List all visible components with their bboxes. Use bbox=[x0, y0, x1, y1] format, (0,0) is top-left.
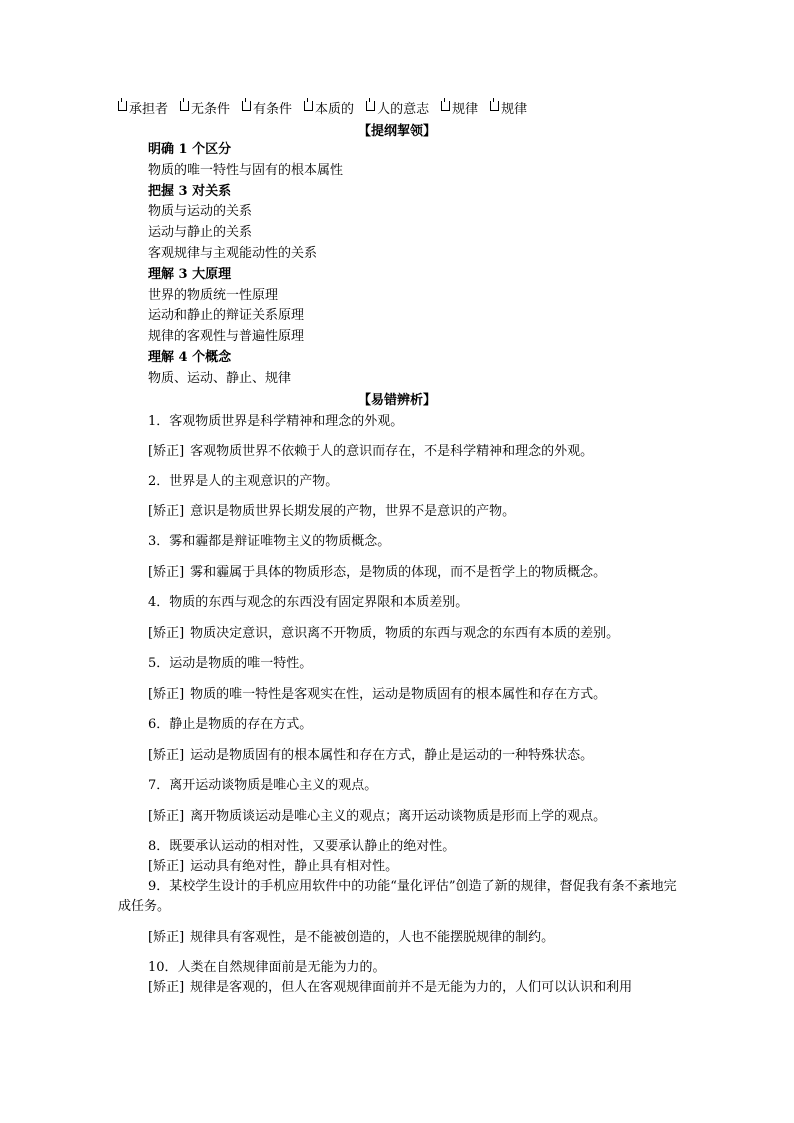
outline-heading: 【提纲挈领】 bbox=[357, 124, 436, 139]
error-statement: 10．人类在自然规律面前是无能为力的。 bbox=[148, 960, 386, 975]
answer-item: 本质的 bbox=[304, 98, 354, 117]
error-statement: 1．客观物质世界是科学精神和理念的外观。 bbox=[148, 414, 404, 429]
outline-item: 物质的唯一特性与固有的根本属性 bbox=[148, 162, 344, 178]
answer-item: 有条件 bbox=[242, 98, 292, 117]
outline-item: 运动与静止的关系 bbox=[148, 225, 253, 241]
blank-marker-icon bbox=[366, 101, 375, 111]
correction bbox=[118, 857, 678, 877]
error-statement: 7．离开运动谈物质是唯心主义的观点。 bbox=[148, 778, 378, 793]
error-item bbox=[118, 877, 678, 948]
correction-tag: [矫正] bbox=[148, 626, 185, 641]
correction-text: 规律是客观的，但人在客观规律面前并不是无能为力的，人们可以认识和利用 bbox=[190, 980, 633, 995]
error-statement: 6．静止是物质的存在方式。 bbox=[148, 717, 313, 732]
outline-item: 规律的客观性与普遍性原理 bbox=[148, 329, 305, 345]
correction-tag: [矫正] bbox=[148, 859, 185, 874]
outline-group-title: 理解 4 个概念 bbox=[148, 349, 232, 365]
correction-text: 离开物质谈运动是唯心主义的观点；离开运动谈物质是形而上学的观点。 bbox=[190, 809, 607, 824]
correction-tag: [矫正] bbox=[148, 748, 185, 763]
correction-text: 意识是物质世界长期发展的产物，世界不是意识的产物。 bbox=[190, 504, 516, 519]
blank-marker-icon bbox=[441, 101, 450, 111]
outline-item: 客观规律与主观能动性的关系 bbox=[148, 245, 318, 261]
correction-tag: [矫正] bbox=[148, 444, 185, 459]
correction bbox=[118, 502, 678, 522]
error-item bbox=[118, 776, 678, 827]
blank-marker-icon bbox=[490, 101, 499, 111]
correction-text: 运动具有绝对性，静止具有相对性。 bbox=[190, 859, 399, 874]
error-item bbox=[118, 532, 678, 583]
outline-section bbox=[148, 140, 343, 390]
errors-heading: 【易错辨析】 bbox=[357, 393, 436, 408]
correction bbox=[118, 624, 678, 644]
blank-marker-icon bbox=[242, 101, 251, 111]
correction-text: 物质决定意识，意识离不开物质，物质的东西与观念的东西有本质的差别。 bbox=[190, 626, 620, 641]
correction-text: 物质的唯一特性是客观实在性，运动是物质固有的根本属性和存在方式。 bbox=[190, 687, 607, 702]
correction bbox=[118, 685, 678, 705]
correction-tag: [矫正] bbox=[148, 687, 185, 702]
correction bbox=[118, 563, 678, 583]
error-item bbox=[118, 958, 678, 998]
outline-item: 运动和静止的辩证关系原理 bbox=[148, 308, 305, 324]
error-item bbox=[118, 472, 678, 522]
error-statement: 8．既要承认运动的相对性，又要承认静止的绝对性。 bbox=[148, 839, 456, 854]
correction-text: 运动是物质固有的根本属性和存在方式，静止是运动的一种特殊状态。 bbox=[190, 748, 594, 763]
error-item bbox=[118, 654, 678, 705]
correction bbox=[118, 978, 678, 998]
outline-item: 物质与运动的关系 bbox=[148, 204, 253, 220]
correction bbox=[118, 746, 678, 766]
error-statement: 9．某校学生设计的手机应用软件中的功能“量化评估”创造了新的规律，督促我有条不紊地完成任务。 bbox=[118, 879, 677, 914]
correction-text: 规律具有客观性，是不能被创造的，人也不能摆脱规律的制约。 bbox=[190, 930, 555, 945]
error-statement: 2．世界是人的主观意识的产物。 bbox=[148, 474, 339, 489]
error-statement: 3．雾和霾都是辩证唯物主义的物质概念。 bbox=[148, 534, 391, 549]
error-statement: 5．运动是物质的唯一特性。 bbox=[148, 656, 313, 671]
correction-tag: [矫正] bbox=[148, 809, 185, 824]
correction-tag: [矫正] bbox=[148, 980, 185, 995]
outline-group-title: 把握 3 对关系 bbox=[148, 183, 232, 199]
error-statement: 4．物质的东西与观念的东西没有固定界限和本质差别。 bbox=[148, 595, 469, 610]
outline-group-title: 理解 3 大原理 bbox=[148, 266, 232, 282]
answer-key-row bbox=[118, 98, 527, 117]
answer-item: 无条件 bbox=[180, 98, 230, 117]
correction bbox=[118, 807, 678, 827]
outline-item: 世界的物质统一性原理 bbox=[148, 287, 279, 303]
blank-marker-icon bbox=[118, 101, 127, 111]
answer-item: 承担者 bbox=[118, 98, 168, 117]
correction bbox=[118, 442, 678, 462]
answer-item: 规律 bbox=[490, 98, 527, 117]
error-item bbox=[118, 715, 678, 766]
error-item bbox=[118, 412, 678, 462]
blank-marker-icon bbox=[304, 101, 313, 111]
correction-tag: [矫正] bbox=[148, 504, 185, 519]
errors-section bbox=[118, 412, 678, 998]
correction bbox=[118, 928, 678, 948]
correction-tag: [矫正] bbox=[148, 930, 185, 945]
correction-text: 雾和霾属于具体的物质形态，是物质的体现，而不是哲学上的物质概念。 bbox=[190, 565, 607, 580]
outline-item: 物质、运动、静止、规律 bbox=[148, 370, 292, 386]
error-item bbox=[118, 837, 678, 877]
answer-item: 规律 bbox=[441, 98, 478, 117]
blank-marker-icon bbox=[180, 101, 189, 111]
error-item bbox=[118, 593, 678, 644]
outline-group-title: 明确 1 个区分 bbox=[148, 142, 232, 157]
correction-text: 客观物质世界不依赖于人的意识而存在，不是科学精神和理念的外观。 bbox=[190, 444, 594, 459]
correction-tag: [矫正] bbox=[148, 565, 185, 580]
answer-item: 人的意志 bbox=[366, 98, 429, 117]
